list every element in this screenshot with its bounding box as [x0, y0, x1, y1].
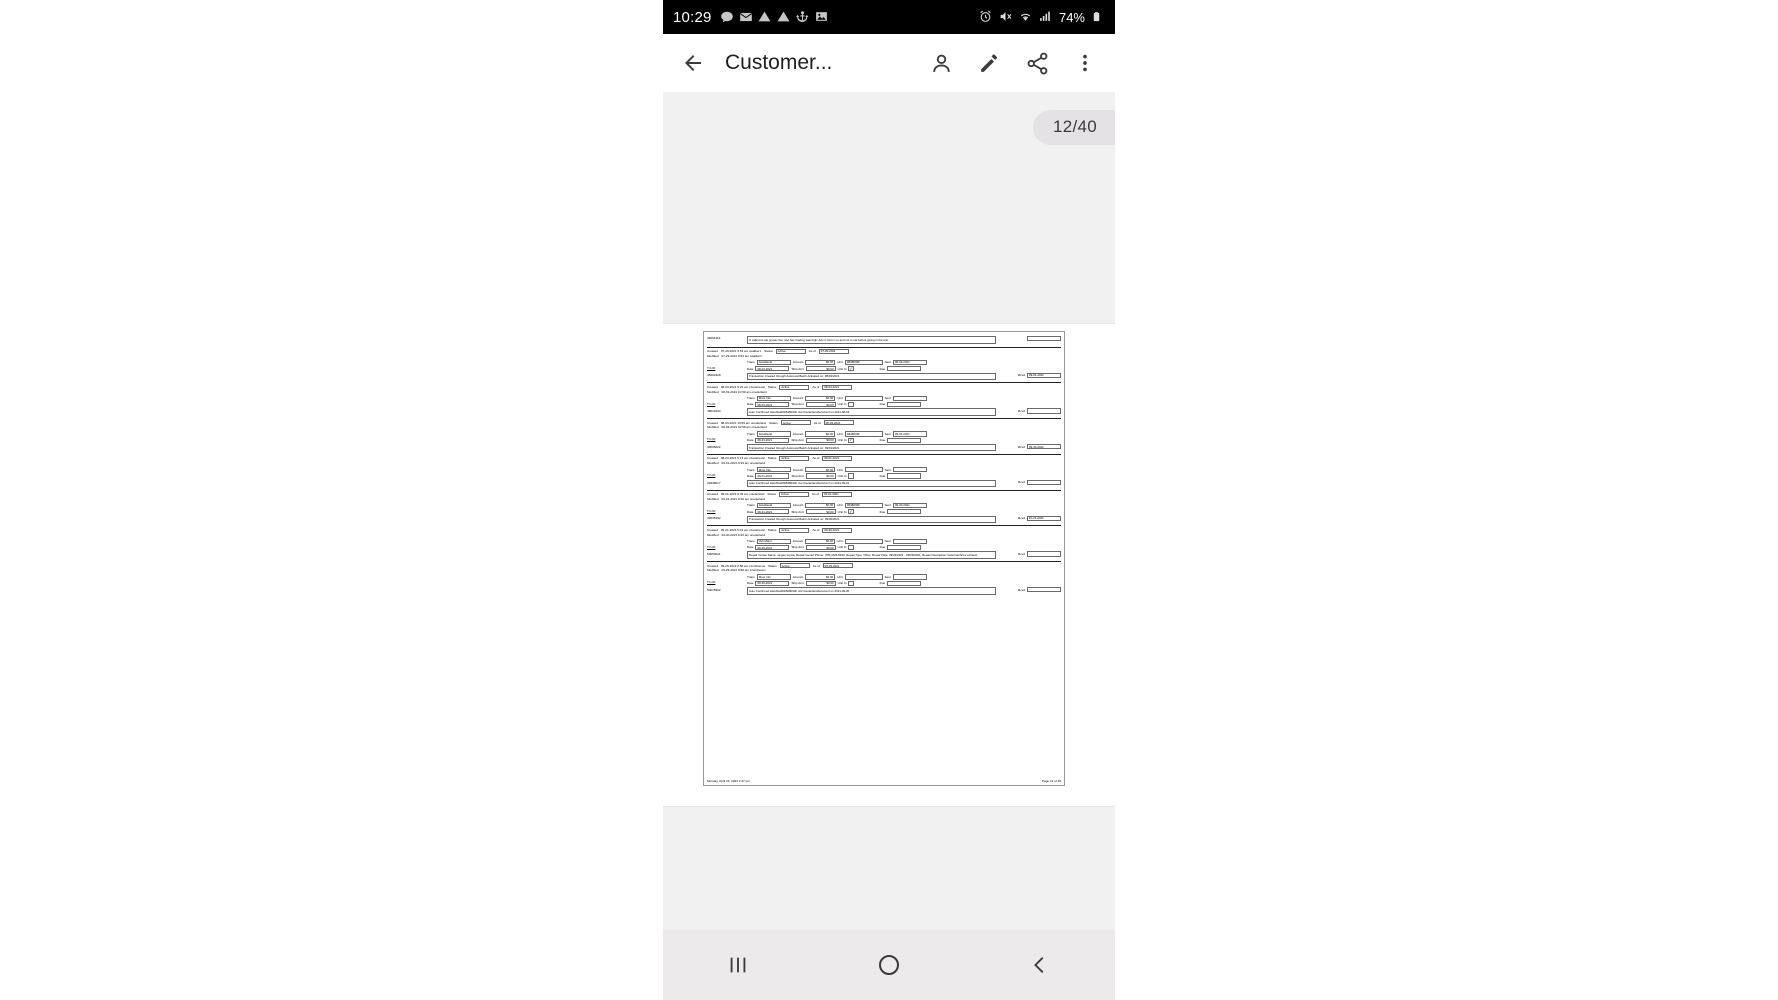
unitin-label: Unit In — [837, 473, 847, 478]
created-value: 09-29-2021 8:58 am czonlinecus — [720, 563, 766, 568]
unit-field[interactable] — [845, 539, 883, 544]
app-bar — [663, 34, 1115, 92]
record-id: 48403428 — [707, 373, 721, 378]
created-label: Created — [707, 563, 718, 568]
record-meta-modified — [707, 568, 1061, 573]
rcvd-field[interactable] — [1027, 408, 1061, 413]
rcvd-label: Rcvd — [1018, 587, 1025, 592]
record-meta-modified — [707, 425, 1061, 430]
asof-label: As of — [812, 456, 820, 461]
asof-field[interactable]: 09-01-2021 — [822, 456, 852, 461]
trans-field[interactable]: More Info — [757, 396, 791, 401]
amount-label: Amount — [792, 467, 804, 472]
date-field[interactable]: 09-29-2021 — [755, 545, 789, 550]
unit-label: Unit — [837, 467, 843, 472]
shipamt-label: Ship Amt — [791, 545, 804, 550]
sent-field[interactable]: 09-30-2021 — [893, 503, 927, 508]
rcvd-field[interactable] — [1027, 336, 1061, 341]
signal-icon — [1039, 10, 1053, 24]
trn-id-label: Trn ID — [707, 437, 716, 442]
created-value: 08-23-2021 5:13 am czautorecal — [720, 456, 765, 461]
wifi-icon — [1019, 10, 1033, 24]
record-meta-modified — [707, 390, 1061, 395]
anchor-icon — [796, 10, 810, 24]
amount-field[interactable]: $0.00 — [805, 539, 835, 544]
document-record — [707, 561, 1061, 597]
modified-value: 08-03-2021 10:59 am onederland — [721, 389, 767, 394]
share-icon[interactable] — [1015, 41, 1059, 85]
record-note: Transaction Created through Autorecal Batch Activated on: 09/01/2021 — [747, 444, 996, 451]
date-label: Date — [747, 545, 754, 550]
record-note: Auto Confirmed Handheld#1B48034F via OnederlandAutoConf on 2021-09-30 — [747, 587, 996, 594]
unit-label: Unit — [837, 396, 843, 401]
due-field[interactable] — [887, 545, 921, 550]
record-id: 50050021 — [707, 552, 721, 557]
status-field[interactable]: Active — [780, 563, 810, 568]
date-field[interactable]: 08-03-2021 — [755, 402, 789, 407]
shipamt-field[interactable]: $0.00 — [806, 545, 836, 550]
system-nav-bar — [663, 930, 1115, 1000]
sent-field[interactable] — [893, 396, 927, 401]
status-field[interactable]: Active — [779, 528, 809, 533]
status-bar — [663, 0, 1115, 34]
due-field[interactable] — [887, 366, 921, 371]
sent-field[interactable]: 09-01-2021 — [893, 431, 927, 436]
unit-field[interactable]: 1B48034F — [845, 360, 883, 365]
rcvd-field[interactable]: 10-21-2021 — [1027, 516, 1061, 521]
unitin-label: Unit In — [837, 509, 847, 514]
asof-label: As of — [813, 420, 821, 425]
created-value: 08-03-2021 10:59 am onederland — [720, 420, 767, 425]
date-field[interactable]: 09-30-2021 — [755, 581, 789, 586]
rcvd-field[interactable] — [1027, 480, 1061, 485]
shipamt-label: Ship Amt — [791, 473, 804, 478]
amount-label: Amount — [792, 539, 804, 544]
created-label: Created — [707, 384, 718, 389]
rcvd-field[interactable] — [1027, 551, 1061, 556]
trn-id-label: Trn ID — [707, 580, 716, 585]
modified-label: Modified — [707, 568, 719, 573]
trans-field[interactable]: Veh Maint — [757, 539, 791, 544]
record-note: Auto Confirmed Handheld#1B48034F via OnederlandAutoConf on 2021-08-03 — [747, 408, 996, 415]
shipamt-field[interactable]: $0.00 — [806, 438, 836, 443]
shipamt-field[interactable]: $0.00 — [806, 366, 836, 371]
rcvd-label: Rcvd — [1018, 444, 1025, 449]
alarm-icon — [979, 10, 993, 24]
modified-value: 09-30-2021 8:26 am onederland — [721, 532, 766, 537]
footer-page-number: Page 12 of 40 — [1042, 779, 1061, 783]
footer-timestamp: Monday, April 24, 2023 2:47 pm — [707, 779, 750, 783]
edit-icon[interactable] — [967, 41, 1011, 85]
document-record — [707, 525, 1061, 561]
date-field[interactable]: 08-03-2021 — [755, 366, 789, 371]
created-label: Created — [707, 348, 718, 353]
sent-label: Sent — [884, 503, 891, 508]
status-label: Status — [767, 384, 777, 389]
unit-in-checkbox[interactable]: ✓ — [849, 365, 853, 371]
message-icon — [720, 10, 734, 24]
trans-label: Trans — [747, 431, 755, 436]
unit-field[interactable] — [845, 574, 883, 579]
document-footer — [707, 779, 1061, 783]
status-field[interactable]: Active — [781, 420, 811, 425]
shipamt-label: Ship Amt — [791, 366, 804, 371]
rcvd-label: Rcvd — [1018, 408, 1025, 413]
asof-label: As of — [812, 527, 820, 532]
unit-label: Unit — [837, 539, 843, 544]
due-field[interactable] — [887, 402, 921, 407]
date-label: Date — [747, 473, 754, 478]
modified-value: 09-01-2021 8:39 am onederland — [721, 496, 766, 501]
trn-id-label: Trn ID — [707, 544, 716, 549]
date-field[interactable]: 08-23-2021 — [755, 438, 789, 443]
home-icon[interactable] — [861, 937, 917, 993]
trn-id-label: Trn ID — [707, 401, 716, 406]
sent-field[interactable] — [893, 539, 927, 544]
overflow-menu-icon[interactable] — [1063, 41, 1107, 85]
due-label: Due — [879, 581, 886, 586]
amount-field[interactable]: $0.00 — [805, 574, 835, 579]
rcvd-field[interactable]: 09-30-2021 — [1027, 444, 1061, 449]
photo-icon — [815, 10, 829, 24]
document-record — [707, 335, 1061, 347]
asof-label: As of — [812, 492, 819, 497]
unitin-label: Unit In — [837, 366, 847, 371]
record-id: 50078302 — [707, 587, 721, 592]
person-icon[interactable] — [919, 41, 963, 85]
due-label: Due — [879, 509, 886, 514]
due-label: Due — [879, 366, 886, 371]
warning-icon — [777, 10, 791, 24]
record-note: Transaction Created through Autorecal Batch Activated on: 09/30/2021 — [747, 516, 996, 523]
shipamt-field[interactable]: $0.00 — [806, 509, 836, 514]
modified-label: Modified — [707, 496, 719, 501]
amount-field[interactable]: $0.00 — [805, 396, 835, 401]
record-meta-modified — [707, 354, 1061, 359]
record-id: 48612600 — [707, 409, 721, 414]
amount-field[interactable]: $0.00 — [805, 360, 835, 365]
asof-field[interactable]: 09-01-2021 — [822, 492, 852, 497]
status-field[interactable]: Active — [776, 349, 806, 354]
modified-label: Modified — [707, 389, 719, 394]
unitin-label: Unit In — [837, 438, 847, 443]
date-field[interactable]: 09-01-2021 — [755, 473, 789, 478]
trans-field[interactable]: More Info — [757, 574, 791, 579]
record-note: Repair Center Name: mcgee toyota, Repair Center Phone: (781) 826-8333, Repair Type: Other, Repair Date: 09/29/2021 - 09/29/2021, Repair Description: back hatch/rec exhaust — [747, 551, 996, 558]
warning-icon — [758, 10, 772, 24]
shipamt-label: Ship Amt — [791, 438, 804, 443]
created-value: 09-21-2021 5:19 am czautorecal — [720, 527, 765, 532]
unit-in-checkbox[interactable]: ✓ — [849, 508, 853, 514]
document-record — [707, 454, 1061, 490]
unit-label: Unit — [837, 503, 843, 508]
due-field[interactable] — [887, 509, 921, 514]
status-left-icons — [720, 10, 829, 24]
status-field[interactable]: Active — [779, 456, 809, 461]
unit-label: Unit — [837, 574, 843, 579]
status-label: Status — [767, 527, 777, 532]
trans-field[interactable]: AutoRecal — [757, 503, 791, 508]
record-meta-modified — [707, 533, 1061, 538]
shipamt-label: Ship Amt — [791, 402, 804, 407]
record-note: C called us ate protein bar, and bac reading was high. Adv C Not in Lo and not to eat before giving in the test. — [747, 336, 996, 344]
amount-field[interactable]: $0.00 — [805, 503, 835, 508]
unit-field[interactable]: 1B48034F — [845, 503, 883, 508]
rcvd-field[interactable] — [1027, 587, 1061, 592]
trans-label: Trans — [747, 503, 755, 508]
sent-field[interactable]: 08-03-2021 — [893, 360, 927, 365]
due-label: Due — [879, 402, 886, 407]
unitin-label: Unit In — [837, 581, 847, 586]
trans-label: Trans — [747, 574, 755, 579]
back-arrow-icon[interactable] — [671, 41, 715, 85]
modified-label: Modified — [707, 425, 719, 430]
document-record — [707, 347, 1061, 383]
unit-in-checkbox[interactable] — [848, 473, 853, 478]
shipamt-field[interactable]: $0.00 — [806, 402, 836, 407]
amount-label: Amount — [792, 431, 804, 436]
modified-value: 07-29-2021 9:53 am swalker1 — [721, 353, 762, 358]
unit-label: Unit — [837, 431, 843, 436]
date-label: Date — [747, 438, 754, 443]
shipamt-field[interactable]: $0.00 — [806, 581, 836, 586]
record-meta-modified — [707, 497, 1061, 502]
unit-field[interactable] — [845, 467, 883, 472]
sent-label: Sent — [884, 431, 891, 436]
trans-field[interactable]: More Info — [757, 467, 791, 472]
created-value: 07-29-2021 9:53 am swalker1 — [720, 348, 762, 353]
record-id: 49065022 — [707, 444, 721, 449]
asof-field[interactable]: 08-03-2021 — [822, 385, 852, 390]
unit-in-checkbox[interactable] — [848, 545, 853, 550]
created-label: Created — [707, 492, 718, 497]
trans-label: Trans — [747, 539, 755, 544]
trn-id-label: Trn ID — [707, 508, 716, 513]
trans-field[interactable]: AutoRecal — [757, 431, 791, 436]
rcvd-label: Rcvd — [1018, 516, 1025, 521]
asof-label: As of — [808, 348, 816, 353]
asof-field[interactable]: 09-30-2021 — [822, 528, 852, 533]
trans-label: Trans — [747, 360, 755, 365]
rcvd-field[interactable]: 09-01-2021 — [1027, 373, 1061, 378]
due-field[interactable] — [887, 438, 921, 443]
status-field[interactable]: Active — [779, 385, 809, 390]
unit-in-checkbox[interactable] — [848, 581, 853, 586]
due-label: Due — [879, 545, 886, 550]
status-field[interactable]: Active — [779, 492, 809, 497]
shipamt-field[interactable]: $0.00 — [806, 473, 836, 478]
unit-field[interactable]: 1B48034F — [845, 431, 883, 436]
mute-icon — [999, 10, 1013, 24]
unitin-label: Unit In — [837, 545, 847, 550]
back-icon[interactable] — [1012, 937, 1068, 993]
shipamt-label: Ship Amt — [791, 509, 804, 514]
unit-field[interactable] — [845, 396, 883, 401]
document-record — [707, 490, 1061, 526]
document-sheet — [703, 331, 1065, 786]
trn-id-label: Trn ID — [707, 365, 716, 370]
shipamt-label: Ship Amt — [791, 581, 804, 586]
trans-field[interactable]: AutoRecal — [757, 360, 791, 365]
document-viewer[interactable] — [663, 92, 1115, 930]
amount-label: Amount — [792, 574, 804, 579]
amount-field[interactable]: $0.00 — [805, 467, 835, 472]
trans-label: Trans — [747, 467, 755, 472]
asof-field[interactable]: 09-29-2021 — [823, 563, 853, 568]
modified-value: 09-01-2021 8:39 am onederland — [721, 461, 766, 466]
modified-value: 08-03-2021 10:59 am onederland — [721, 425, 767, 430]
record-id: 49338017 — [707, 480, 721, 485]
created-label: Created — [707, 527, 718, 532]
status-label: Status — [768, 563, 777, 568]
date-label: Date — [747, 581, 754, 586]
document-record — [707, 418, 1061, 454]
modified-label: Modified — [707, 353, 719, 358]
record-id: 49635392 — [707, 516, 721, 521]
modified-value: 09-29-2021 8:58 am czonlinecus — [721, 568, 766, 573]
asof-field[interactable]: 08-03-2021 — [824, 420, 854, 425]
amount-label: Amount — [792, 503, 804, 508]
rcvd-label: Rcvd — [1018, 480, 1025, 485]
amount-label: Amount — [792, 360, 804, 365]
page-title: Customer... — [725, 51, 833, 74]
recents-icon[interactable] — [710, 937, 766, 993]
date-label: Date — [747, 402, 754, 407]
record-meta-modified — [707, 461, 1061, 466]
record-note: Auto Confirmed Handheld#1B48034F via OnederlandAutoConf on 2021-09-01 — [747, 480, 996, 487]
sent-field[interactable] — [893, 467, 927, 472]
battery-percent: 74% — [1058, 9, 1085, 25]
asof-label: As of — [812, 563, 820, 568]
rcvd-label: Rcvd — [1018, 373, 1025, 378]
sent-label: Sent — [884, 467, 891, 472]
created-label: Created — [707, 456, 718, 461]
sent-field[interactable] — [893, 574, 927, 579]
unit-in-checkbox[interactable] — [848, 402, 853, 407]
created-value: 09-01-2021 8:39 am onederland — [720, 492, 765, 497]
created-value: 08-03-2021 5:24 am czautorecal — [720, 384, 765, 389]
sent-label: Sent — [884, 539, 891, 544]
status-label: Status — [764, 348, 773, 353]
status-right-icons — [979, 10, 1105, 25]
sent-label: Sent — [884, 396, 891, 401]
page-indicator: 12/40 — [1033, 110, 1115, 145]
sent-label: Sent — [884, 574, 891, 579]
document-page[interactable] — [663, 324, 1115, 806]
status-label: Status — [769, 420, 778, 425]
amount-field[interactable]: $0.00 — [805, 431, 835, 436]
due-field[interactable] — [887, 473, 921, 478]
created-label: Created — [707, 420, 718, 425]
trans-label: Trans — [747, 396, 755, 401]
unitin-label: Unit In — [837, 402, 847, 407]
status-label: Status — [767, 492, 777, 497]
status-clock: 10:29 — [673, 8, 712, 26]
record-id: 48496119 — [707, 336, 721, 341]
trn-id-label: Trn ID — [707, 473, 716, 478]
status-label: Status — [767, 456, 777, 461]
unit-label: Unit — [837, 360, 843, 365]
asof-label: As of — [812, 384, 820, 389]
unit-in-checkbox[interactable]: ✓ — [849, 437, 853, 443]
modified-label: Modified — [707, 461, 719, 466]
amount-label: Amount — [792, 396, 804, 401]
date-field[interactable]: 09-21-2021 — [755, 509, 789, 514]
date-label: Date — [747, 509, 754, 514]
document-body — [707, 335, 1061, 771]
due-field[interactable] — [887, 581, 921, 586]
due-label: Due — [879, 438, 886, 443]
phone-screen — [663, 0, 1115, 1000]
document-record — [707, 382, 1061, 418]
date-label: Date — [747, 366, 754, 371]
rcvd-label: Rcvd — [1018, 551, 1025, 556]
sent-label: Sent — [884, 360, 891, 365]
asof-field[interactable]: 07-29-2021 — [819, 349, 849, 354]
battery-icon — [1091, 10, 1105, 24]
record-note: Transaction Created through Autorecal Batch Activated on: 08/03/2021 — [747, 373, 996, 380]
modified-label: Modified — [707, 532, 719, 537]
gmail-icon — [739, 10, 753, 24]
due-label: Due — [879, 473, 886, 478]
